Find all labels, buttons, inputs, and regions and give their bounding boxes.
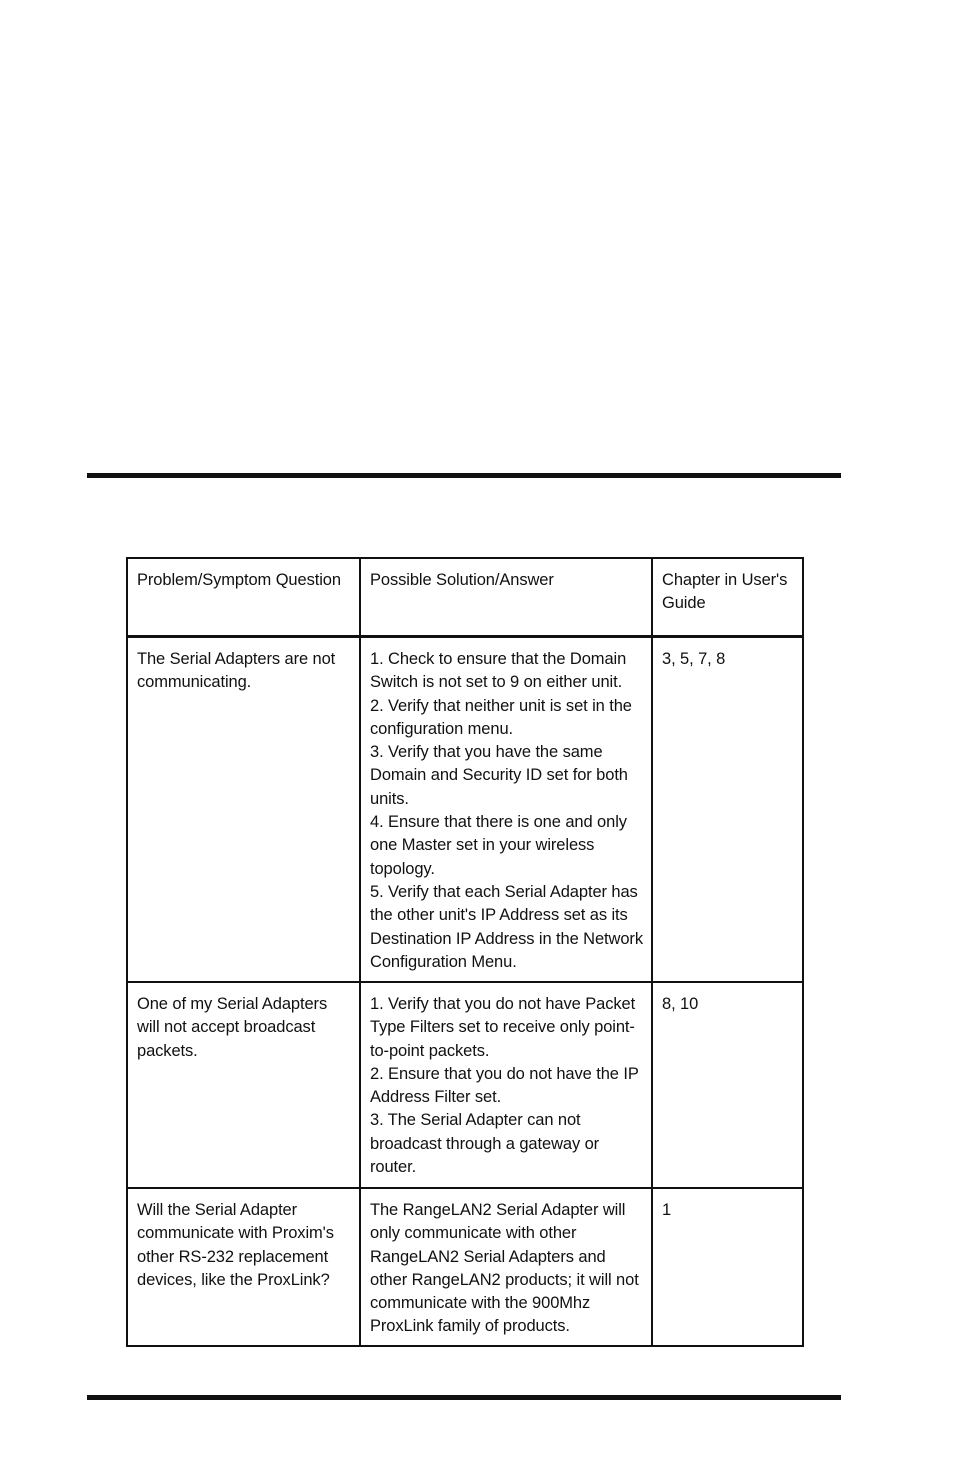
solution-step: 2. Ensure that you do not have the IP Address Filter set. xyxy=(370,1064,639,1107)
solution-step: 1. Verify that you do not have Packet Type Filters set to receive only point-to-point packets. xyxy=(370,995,636,1060)
solution-step: 3. The Serial Adapter can not broadcast through a gateway or router. xyxy=(370,1111,600,1177)
solution-step: The RangeLAN2 Serial Adapter will only communicate with other RangeLAN2 Serial Adapters and other RangeLAN2 products; it will not communicate with the 900Mhz ProxLink family of products. xyxy=(370,1201,639,1336)
table-row xyxy=(127,1188,803,1346)
chapter-cell: 1 xyxy=(652,1188,803,1346)
header-chapter: Chapter in User's Guide xyxy=(652,558,803,637)
table-row xyxy=(127,982,803,1188)
troubleshooting-table xyxy=(126,557,804,1347)
header-solution: Possible Solution/Answer xyxy=(360,558,652,637)
bottom-horizontal-rule xyxy=(87,1395,841,1400)
solution-cell xyxy=(360,1188,652,1346)
header-problem: Problem/Symptom Question xyxy=(127,558,360,637)
solution-step: 3. Verify that you have the same Domain and Security ID set for both units. xyxy=(370,743,628,808)
solution-cell xyxy=(360,637,652,983)
table-row xyxy=(127,637,803,983)
chapter-cell: 8, 10 xyxy=(652,982,803,1188)
problem-cell: The Serial Adapters are not communicating. xyxy=(127,637,360,983)
problem-cell: One of my Serial Adapters will not accept broadcast packets. xyxy=(127,982,360,1188)
top-horizontal-rule xyxy=(87,473,841,478)
solution-step: 5. Verify that each Serial Adapter has the other unit's IP Address set as its Destination IP Address in the Network Configuration Menu. xyxy=(370,882,643,971)
solution-step: 1. Check to ensure that the Domain Switch is not set to 9 on either unit. xyxy=(370,650,627,692)
problem-cell: Will the Serial Adapter communicate with Proxim's other RS-232 replacement devices, like the ProxLink? xyxy=(127,1188,360,1346)
solution-step: 4. Ensure that there is one and only one Master set in your wireless topology. xyxy=(370,813,627,878)
solution-step: 2. Verify that neither unit is set in the configuration menu. xyxy=(370,696,632,738)
chapter-cell: 3, 5, 7, 8 xyxy=(652,637,803,983)
table-header-row xyxy=(127,558,803,637)
solution-cell xyxy=(360,982,652,1188)
